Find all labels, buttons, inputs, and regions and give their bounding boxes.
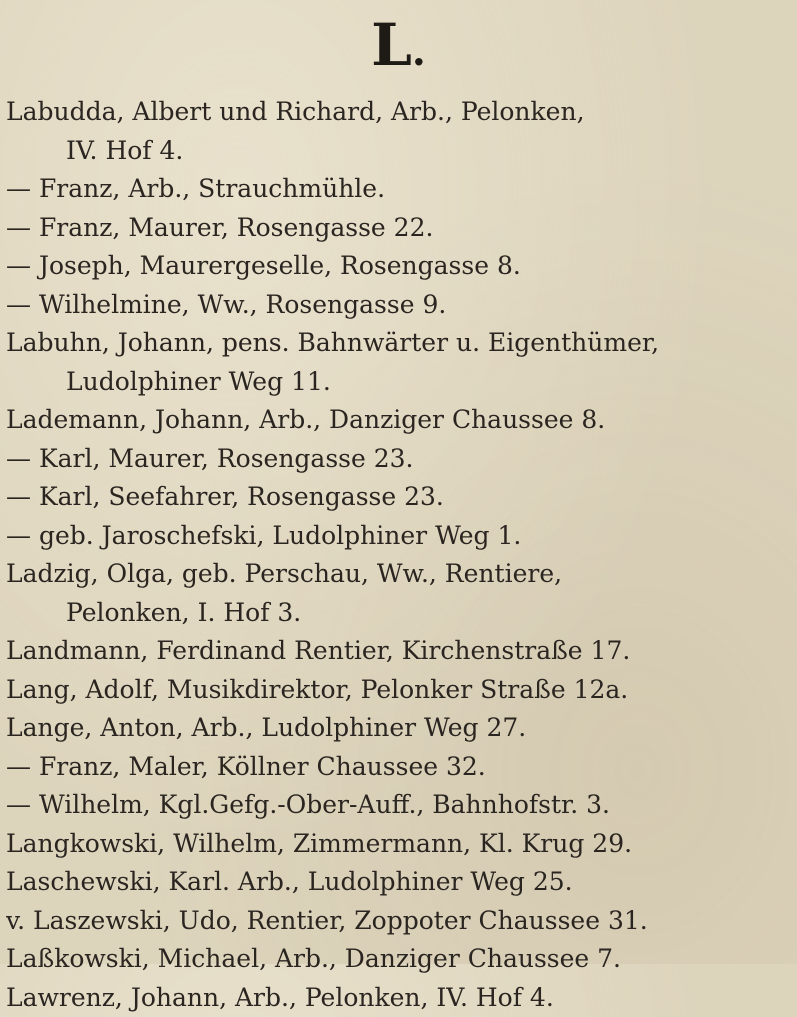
entry-line: IV. Hof 4. xyxy=(6,132,791,171)
section-letter-dot: . xyxy=(412,28,426,75)
entry-line: — Wilhelmine, Ww., Rosengasse 9. xyxy=(6,286,791,325)
entry-line: Labudda, Albert und Richard, Arb., Pelonken, xyxy=(6,93,791,132)
entry-line: — Karl, Seefahrer, Rosengasse 23. xyxy=(6,478,791,517)
entry-line: Pelonken, I. Hof 3. xyxy=(6,594,791,633)
entry-line: Labuhn, Johann, pens. Bahnwärter u. Eigenthümer, xyxy=(6,324,791,363)
section-letter-heading xyxy=(0,8,797,82)
section-letter: L xyxy=(371,11,412,79)
entry-line: — geb. Jaroschefski, Ludolphiner Weg 1. xyxy=(6,517,791,556)
directory-entries xyxy=(6,93,791,1017)
entry-line: Lange, Anton, Arb., Ludolphiner Weg 27. xyxy=(6,709,791,748)
entry-line: Laßkowski, Michael, Arb., Danziger Chaussee 7. xyxy=(6,940,791,979)
entry-line: Ladzig, Olga, geb. Perschau, Ww., Rentiere, xyxy=(6,555,791,594)
entry-line: Langkowski, Wilhelm, Zimmermann, Kl. Krug 29. xyxy=(6,825,791,864)
entry-line: — Joseph, Maurergeselle, Rosengasse 8. xyxy=(6,247,791,286)
entry-line: Laschewski, Karl. Arb., Ludolphiner Weg 25. xyxy=(6,863,791,902)
entry-line: v. Laszewski, Udo, Rentier, Zoppoter Chaussee 31. xyxy=(6,902,791,941)
entry-line: Lang, Adolf, Musikdirektor, Pelonker Straße 12a. xyxy=(6,671,791,710)
entry-line: — Wilhelm, Kgl.Gefg.-Ober-Auff., Bahnhofstr. 3. xyxy=(6,786,791,825)
entry-line: — Franz, Maler, Köllner Chaussee 32. xyxy=(6,748,791,787)
entry-line: — Franz, Arb., Strauchmühle. xyxy=(6,170,791,209)
entry-line: Landmann, Ferdinand Rentier, Kirchenstraße 17. xyxy=(6,632,791,671)
entry-line: — Franz, Maurer, Rosengasse 22. xyxy=(6,209,791,248)
entry-line: Ludolphiner Weg 11. xyxy=(6,363,791,402)
entry-line: Lademann, Johann, Arb., Danziger Chaussee 8. xyxy=(6,401,791,440)
entry-line: Lawrenz, Johann, Arb., Pelonken, IV. Hof 4. xyxy=(6,979,791,1017)
entry-line: — Karl, Maurer, Rosengasse 23. xyxy=(6,440,791,479)
